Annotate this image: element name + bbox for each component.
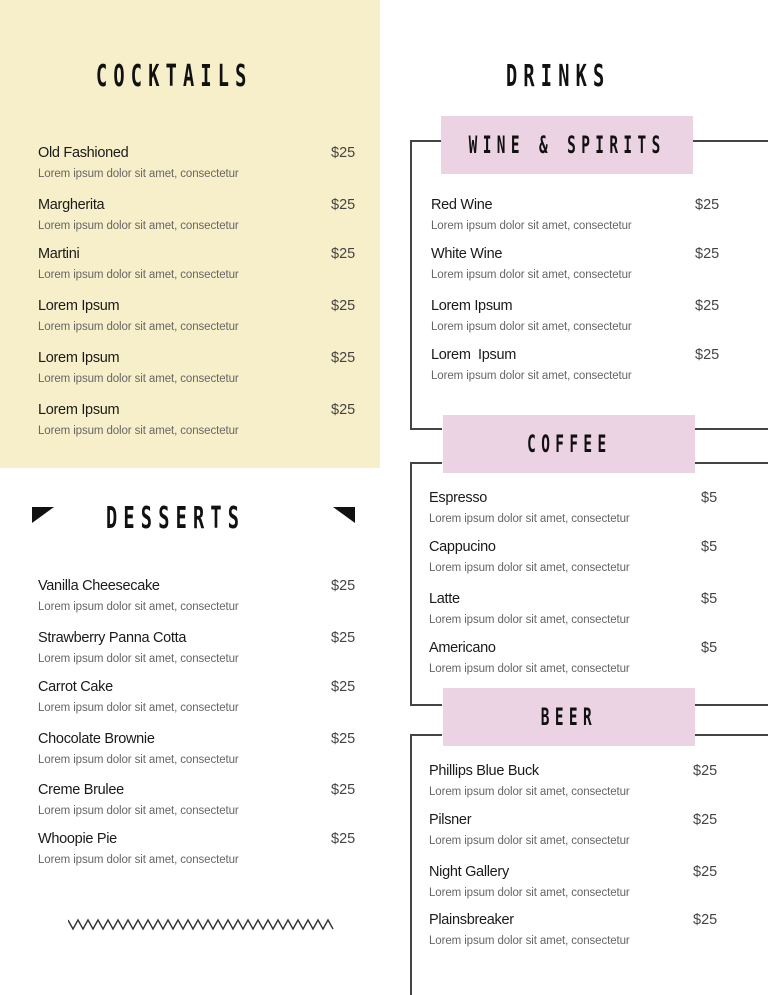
- item-price: $25: [331, 731, 356, 747]
- item-name: Old Fashioned: [38, 145, 129, 161]
- item-description: Lorem ipsum dolor sit amet, consectetur: [38, 702, 239, 714]
- item-name: Lorem Ipsum: [38, 402, 120, 418]
- frame-line: [410, 734, 412, 995]
- item-price: $25: [331, 402, 356, 418]
- item-price: $25: [331, 350, 356, 366]
- item-price: $25: [331, 578, 356, 594]
- item-description: Lorem ipsum dolor sit amet, consectetur: [38, 601, 239, 613]
- item-description: Lorem ipsum dolor sit amet, consectetur: [431, 220, 632, 232]
- frame-line: [694, 704, 768, 706]
- item-description: Lorem ipsum dolor sit amet, consectetur: [38, 321, 239, 333]
- item-description: Lorem ipsum dolor sit amet, consectetur: [431, 370, 632, 382]
- item-name: Red Wine: [431, 197, 493, 213]
- item-price: $5: [701, 490, 718, 506]
- item-name: Strawberry Panna Cotta: [38, 630, 187, 646]
- wine-spirits-header: [441, 116, 693, 174]
- item-description: Lorem ipsum dolor sit amet, consectetur: [38, 220, 239, 232]
- frame-line: [410, 734, 442, 736]
- item-description: Lorem ipsum dolor sit amet, consectetur: [38, 854, 239, 866]
- frame-line: [692, 140, 768, 142]
- item-price: $25: [693, 864, 718, 880]
- item-name: Lorem Ipsum: [38, 298, 120, 314]
- item-price: $25: [695, 246, 720, 262]
- frame-line: [694, 462, 768, 464]
- item-name: Lorem Ipsum: [38, 350, 120, 366]
- item-name: Whoopie Pie: [38, 831, 117, 847]
- frame-line: [410, 462, 442, 464]
- item-price: $25: [331, 679, 356, 695]
- item-price: $25: [331, 831, 356, 847]
- item-price: $25: [693, 812, 718, 828]
- item-description: Lorem ipsum dolor sit amet, consectetur: [429, 513, 630, 525]
- item-name: Creme Brulee: [38, 782, 124, 798]
- item-name: Margherita: [38, 197, 105, 213]
- item-description: Lorem ipsum dolor sit amet, consectetur: [431, 269, 632, 281]
- item-description: Lorem ipsum dolor sit amet, consectetur: [38, 653, 239, 665]
- item-name: Martini: [38, 246, 80, 262]
- item-name: Chocolate Brownie: [38, 731, 155, 747]
- triangle-corner-icon: [32, 507, 54, 523]
- item-name: White Wine: [431, 246, 503, 262]
- item-description: Lorem ipsum dolor sit amet, consectetur: [38, 425, 239, 437]
- item-description: Lorem ipsum dolor sit amet, consectetur: [38, 168, 239, 180]
- item-price: $25: [331, 145, 356, 161]
- item-name: Lorem Ipsum: [431, 347, 517, 363]
- item-description: Lorem ipsum dolor sit amet, consectetur: [38, 269, 239, 281]
- item-name: Espresso: [429, 490, 488, 506]
- zigzag-divider-icon: [68, 918, 336, 932]
- section-title: COFFEE: [526, 430, 612, 458]
- item-price: $25: [695, 298, 720, 314]
- triangle-corner-icon: [333, 507, 355, 523]
- item-description: Lorem ipsum dolor sit amet, consectetur: [429, 835, 630, 847]
- item-price: $25: [693, 912, 718, 928]
- item-description: Lorem ipsum dolor sit amet, consectetur: [429, 663, 630, 675]
- item-description: Lorem ipsum dolor sit amet, consectetur: [429, 935, 630, 947]
- item-name: Pilsner: [429, 812, 472, 828]
- item-description: Lorem ipsum dolor sit amet, consectetur: [429, 614, 630, 626]
- item-price: $25: [331, 630, 356, 646]
- item-price: $25: [331, 782, 356, 798]
- item-name: Phillips Blue Buck: [429, 763, 539, 779]
- item-description: Lorem ipsum dolor sit amet, consectetur: [38, 805, 239, 817]
- item-price: $5: [701, 591, 718, 607]
- frame-line: [410, 462, 412, 706]
- item-name: Night Gallery: [429, 864, 509, 880]
- item-price: $25: [331, 298, 356, 314]
- item-price: $25: [331, 197, 356, 213]
- frame-line: [410, 140, 412, 430]
- drinks-title: DRINKS: [506, 59, 611, 94]
- item-name: Latte: [429, 591, 460, 607]
- item-description: Lorem ipsum dolor sit amet, consectetur: [429, 786, 630, 798]
- item-description: Lorem ipsum dolor sit amet, consectetur: [431, 321, 632, 333]
- item-name: Carrot Cake: [38, 679, 113, 695]
- item-description: Lorem ipsum dolor sit amet, consectetur: [38, 373, 239, 385]
- cocktails-title: COCKTAILS: [96, 59, 253, 94]
- frame-line: [410, 428, 442, 430]
- section-title: BEER: [540, 703, 598, 731]
- item-price: $25: [331, 246, 356, 262]
- coffee-header: [443, 415, 695, 473]
- item-price: $5: [701, 539, 718, 555]
- item-price: $5: [701, 640, 718, 656]
- frame-line: [694, 734, 768, 736]
- item-description: Lorem ipsum dolor sit amet, consectetur: [429, 562, 630, 574]
- frame-line: [694, 428, 768, 430]
- item-name: Vanilla Cheesecake: [38, 578, 160, 594]
- item-name: Americano: [429, 640, 496, 656]
- frame-line: [410, 704, 442, 706]
- item-name: Lorem Ipsum: [431, 298, 513, 314]
- item-description: Lorem ipsum dolor sit amet, consectetur: [38, 754, 239, 766]
- beer-header: [443, 688, 695, 746]
- item-price: $25: [693, 763, 718, 779]
- frame-line: [410, 140, 442, 142]
- item-price: $25: [695, 347, 720, 363]
- item-name: Plainsbreaker: [429, 912, 514, 928]
- item-price: $25: [695, 197, 720, 213]
- section-title: WINE & SPIRITS: [468, 131, 666, 159]
- item-name: Cappucino: [429, 539, 496, 555]
- item-description: Lorem ipsum dolor sit amet, consectetur: [429, 887, 630, 899]
- desserts-title: DESSERTS: [106, 501, 246, 536]
